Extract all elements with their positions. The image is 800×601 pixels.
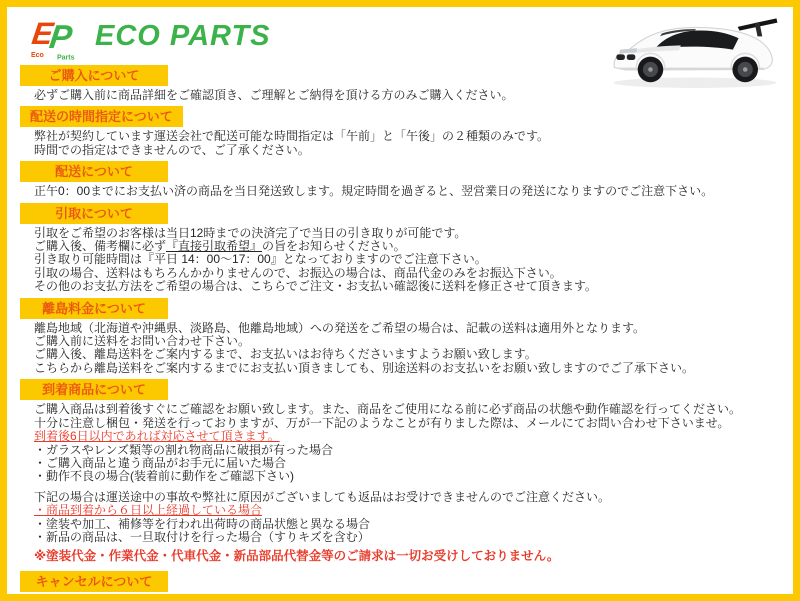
pickup-line: 引取の場合、送料はもちろんかかりませんので、お振込の場合は、商品代金のみをお振込下さい。 [34,265,562,280]
section-title-purchase: ご購入について [20,65,168,86]
remote-island-line: ご購入後、離島送料をご案内するまで、お支払いはお待ちくださいますようお願い致します。 [34,347,537,362]
logo-letter-p: P [47,18,75,56]
section-title-cancel: キャンセルについて [20,571,168,592]
white-sports-car-image [605,10,785,92]
logo-caption-parts: Parts [57,54,75,60]
section-cancel [7,567,793,601]
pickup-line: 引き取り可能時間は『平日 14：00～17：00』となっておりますのでご注意下さい。 [34,252,487,267]
shipping-line: 正午0：00までにお支払い済の商品を当日発送致します。規定時間を過ぎると、翌営業日の発送になりますのでご注意下さい。 [34,184,714,199]
logo-letter-e: E [29,15,56,51]
arrival-line: 下記の場合は運送途中の事故や弊社に原因がございましても返品はお受けできませんのでご注意ください。 [34,489,611,504]
arrival-red-notice: 到着後6日以内であれば対応させて頂きます。 [34,429,280,444]
delivery-time-line: 時間での指定はできませんので、ご了承ください。 [34,142,310,157]
delivery-time-line: 弊社が契約しています運送会社で配送可能な時間指定は「午前」と「午後」の２種類のみです。 [34,129,550,144]
pickup-line: 引取をご希望のお客様は当日12時までの決済完了で当日の引き取りが可能です。 [34,225,467,240]
arrival-bullet-red: ・商品到着から６日以上経過している場合 [34,503,263,518]
remote-island-line: ご購入前に送料をお問い合わせ下さい。 [34,334,251,349]
arrival-bullet: ・ガラスやレンズ類等の割れ物商品に破損が有った場合 [34,442,333,457]
arrival-line: 十分に注意し梱包・発送を行っておりますが、万が一下記のようなことが有りました際は、メールにてお問い合わせ下さいませ。 [34,415,730,430]
brand-wordmark: ECO PARTS [95,20,271,52]
arrival-bullet: ・塗装や加工、補修等を行われ出荷時の商品状態と異なる場合 [34,516,371,531]
section-remote-island [7,294,793,376]
purchase-line: 必ずご購入前に商品詳細をご確認頂き、ご理解とご納得を頂ける方のみご購入ください。 [34,88,514,102]
arrival-line: ご購入商品は到着後すぐにご確認をお願い致します。また、商品をご使用になる前に必ず商品の状態や動作確認を行ってください。 [34,402,742,417]
logo-caption-eco: Eco [31,51,44,59]
section-pickup [7,199,793,294]
section-shipping [7,157,793,198]
section-title-remote-island: 離島料金について [20,298,168,319]
arrival-bullet: ・動作不良の場合(装着前に動作をご確認下さい) [34,469,294,484]
arrival-bullet: ・ご購入商品と違う商品がお手元に届いた場合 [34,455,287,470]
section-title-pickup: 引取について [20,203,168,224]
pickup-line: その他のお支払方法をご希望の場合は、こちらでご注文・お支払い確認後に送料を修正させて頂きます。 [34,279,597,294]
remote-island-line: こちらから離島送料をご案内するまでにお支払い頂きましても、別途送料のお支払いをお願い致しますのでご了承下さい。 [34,360,695,375]
arrival-disclaimer: ※塗装代金・作業代金・代車代金・新品部品代替金等のご請求は一切お受けしておりません。 [34,549,560,564]
section-title-arrival: 到着商品について [20,379,168,400]
section-delivery-time [7,102,793,157]
arrival-bullet: ・新品の商品は、一旦取付けを行った場合（すりキズを含む） [34,529,370,544]
eco-parts-logo-icon [27,14,85,60]
remote-island-line: 離島地域（北海道や沖縄県、淡路島、他離島地域）への発送をご希望の場合は、記載の送料は適用外となります。 [34,320,646,335]
section-title-delivery-time: 配送の時間指定について [20,106,183,127]
pickup-line2-post: の旨をお知らせください。 [262,239,406,254]
cancel-line: ご注文後のキャンセルは、商品代金の８％をキャンセル料とさせていただきます。 [34,593,478,601]
section-title-shipping: 配送について [20,161,168,182]
pickup-line2-underlined: 『直接引取希望』 [166,239,263,254]
pickup-line2-pre: ご購入後、備考欄に必ず [34,239,167,254]
section-arrival [7,375,793,563]
